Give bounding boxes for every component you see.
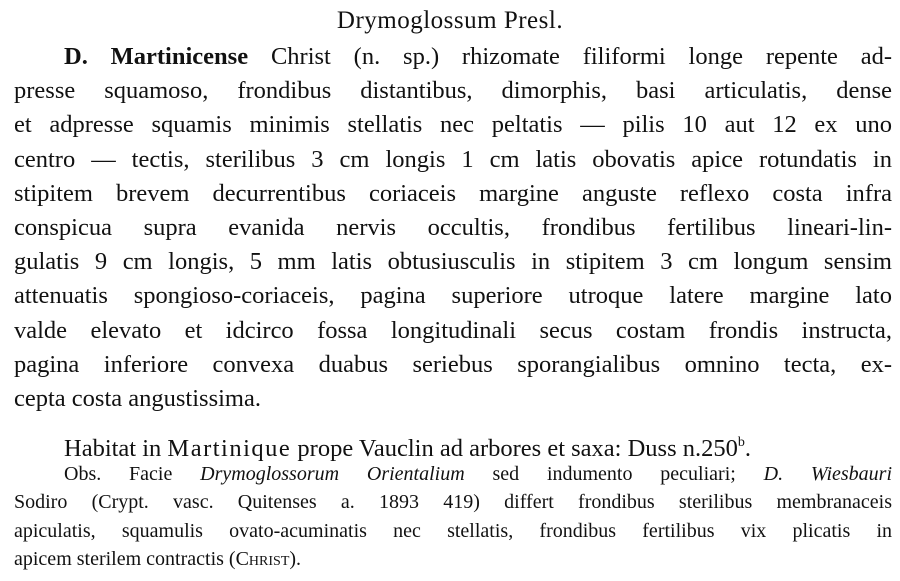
description-line: conspicua supra evanida nervis occultis, frondibus fertilibus lineari-lin- <box>14 213 892 241</box>
habitat-superscript: b <box>737 435 745 450</box>
description-line: pagina inferiore convexa duabus seriebus sporangialibus omnino tecta, ex- <box>14 350 892 378</box>
obs-author-smallcaps: Christ <box>235 547 290 570</box>
genus-heading: Drymoglossum Presl. <box>336 7 564 34</box>
habitat-prefix: Habitat in <box>64 435 162 462</box>
obs-mid: sed indumento peculiari; <box>492 463 736 485</box>
observation-note <box>14 460 892 573</box>
species-description <box>14 40 892 416</box>
description-line: stipitem brevem decurrentibus coriaceis margine anguste reflexo costa infra <box>14 179 892 207</box>
description-line: gulatis 9 cm longis, 5 mm latis obtusiusculis in stipitem 3 cm longum sensim <box>14 248 892 276</box>
description-line: valde elevato et idcirco fossa longitudinali secus costam frondis instructa, <box>14 316 892 344</box>
habitat-end: . <box>744 435 751 462</box>
habitat-place: Martinique <box>167 435 292 462</box>
description-line: et adpresse squamis minimis stellatis nec peltatis — pilis 10 aut 12 ex uno <box>14 111 892 139</box>
description-line: presse squamoso, frondibus distantibus, dimorphis, basi articulatis, dense <box>14 77 892 105</box>
obs-italic-taxon: Drymoglossorum Orientalium <box>200 463 465 485</box>
obs-line: Sodiro (Crypt. vasc. Quitenses a. 1893 419) differt frondibus sterilibus membranaceis <box>14 491 892 514</box>
description-line: centro — tectis, sterilibus 3 cm longis 1 cm latis obovatis apice rotundatis in <box>14 145 892 173</box>
obs-line: apiculatis, squamulis ovato-acuminatis nec stellatis, frondibus fertilibus vix plicatis in <box>14 519 892 542</box>
obs-line <box>14 545 892 573</box>
obs-label: Obs. Facie <box>64 463 173 485</box>
obs-italic-species: D. Wiesbauri <box>763 463 892 485</box>
species-author: Christ (n. sp.) rhizomate filiformi longe repente ad- <box>270 43 892 70</box>
obs-line <box>14 460 892 488</box>
description-line: cepta costa angustissima. <box>14 384 261 412</box>
habitat-middle: prope Vauclin ad arbores et saxa: <box>297 435 622 462</box>
obs-line4-text: apicem sterilem contractis ( <box>14 547 236 570</box>
species-name: D. Martinicense <box>64 43 249 70</box>
obs-line4-end: ). <box>289 547 302 570</box>
description-line: attenuatis spongioso-coriaceis, pagina superiore utroque latere margine lato <box>14 282 892 310</box>
description-line <box>14 40 892 74</box>
habitat-collector: Duss n.250 <box>627 435 738 462</box>
